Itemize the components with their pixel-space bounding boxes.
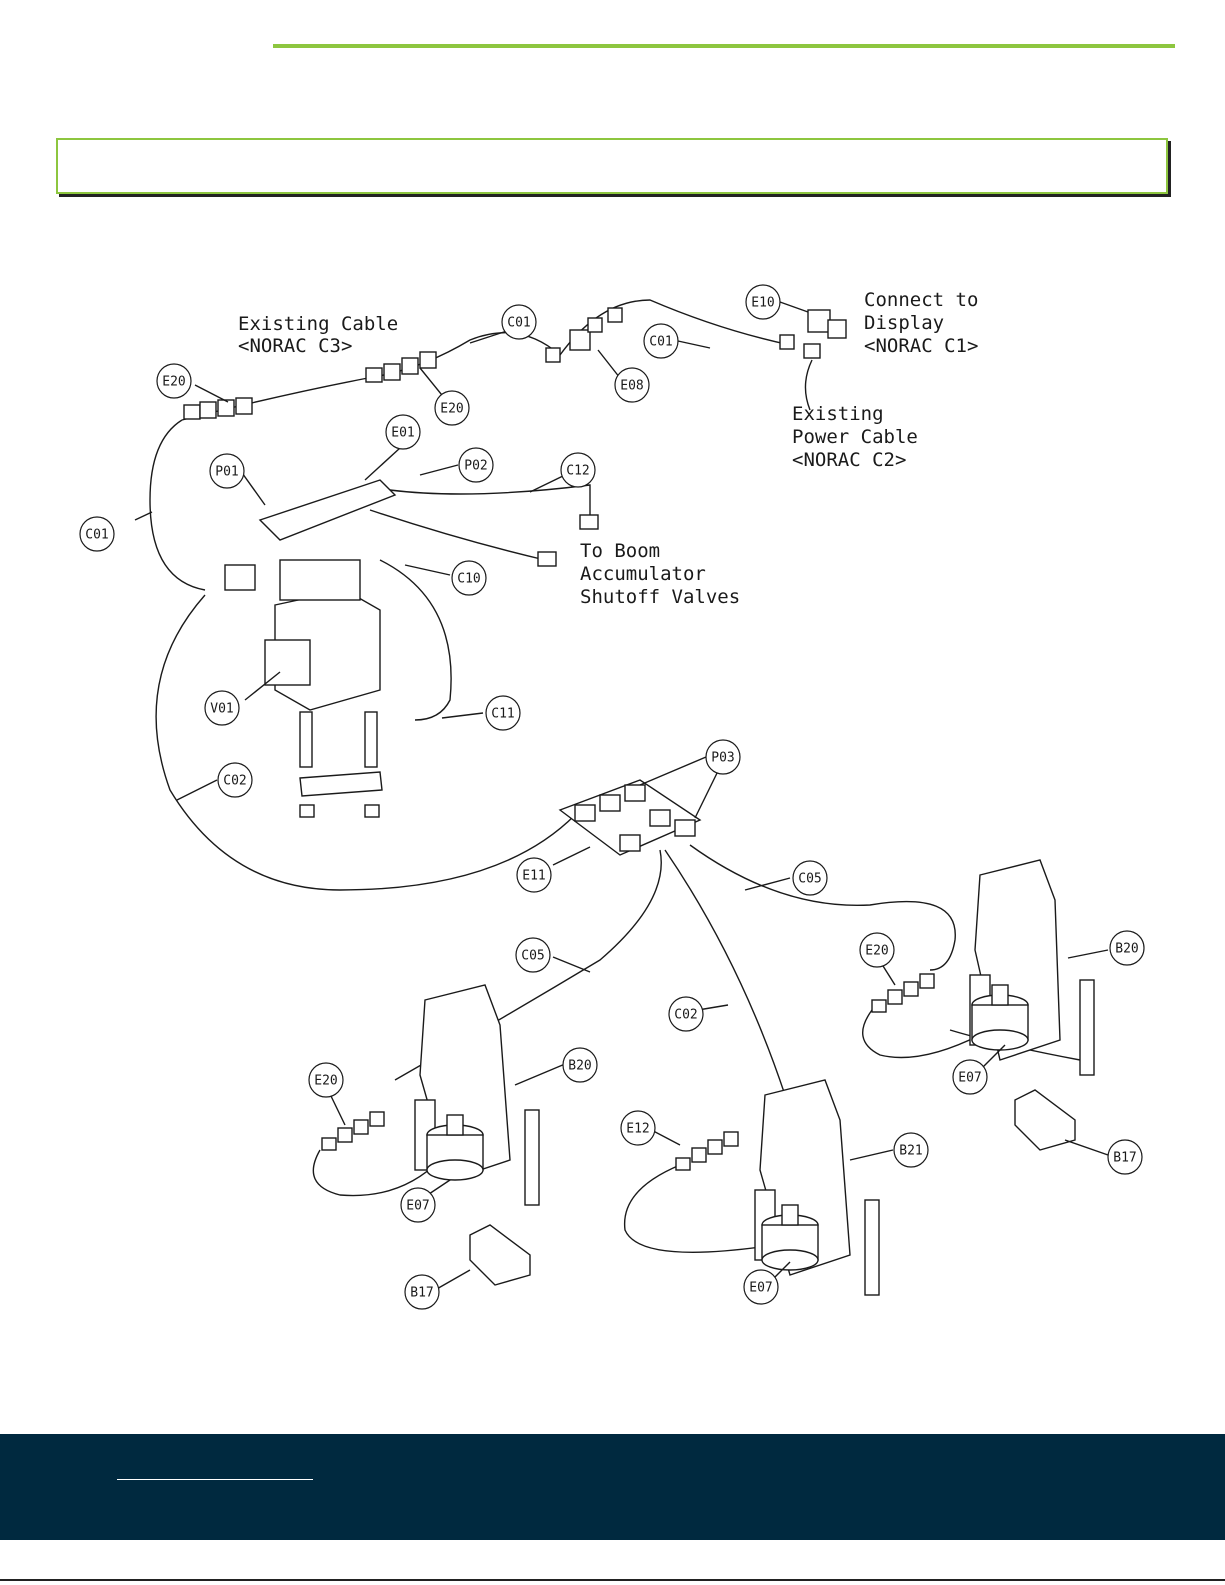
footer-band	[0, 1434, 1225, 1540]
callout-e12: E12	[626, 1121, 650, 1137]
cable-c02-mid	[665, 850, 785, 1095]
note-existing-power-3: <NORAC C2>	[792, 449, 907, 471]
callout-b21: B21	[899, 1143, 923, 1159]
callout-e11: E11	[522, 868, 546, 884]
valve-manifold-v01	[225, 480, 395, 710]
callout-b20-left: B20	[568, 1058, 592, 1074]
callout-e10: E10	[751, 295, 775, 311]
footer-link-underline	[117, 1479, 313, 1480]
callout-e20-left: E20	[314, 1073, 338, 1089]
callout-p01: P01	[215, 464, 239, 480]
note-to-boom-3: Shutoff Valves	[580, 586, 741, 608]
note-to-boom-1: To Boom	[580, 540, 661, 562]
callout-c01-top: C01	[507, 315, 531, 331]
callout-e08: E08	[620, 378, 644, 394]
note-connect-display-1: Connect to	[864, 289, 979, 311]
connector-c12-end	[580, 515, 598, 529]
note-connect-display-2: Display	[864, 312, 945, 334]
connector-to-boom-end	[538, 552, 556, 566]
cable-c12	[390, 485, 590, 520]
note-connect-display-3: <NORAC C1>	[864, 335, 979, 357]
callout-e01: E01	[391, 425, 415, 441]
callout-c01-left: C01	[85, 527, 109, 543]
connector-e20-top-left	[184, 398, 252, 419]
callout-b17-right: B17	[1113, 1150, 1137, 1166]
callout-c02-left: C02	[223, 773, 247, 789]
wiring-diagram	[0, 240, 1225, 1320]
callout-c12: C12	[566, 463, 590, 479]
cable-c05-right	[690, 845, 955, 970]
callout-c02-mid: C02	[674, 1007, 698, 1023]
mounting-studs	[300, 712, 382, 817]
connector-e20-right	[872, 974, 934, 1012]
note-to-boom-2: Accumulator	[580, 563, 706, 585]
callout-b20-right: B20	[1115, 941, 1139, 957]
bottom-rule	[0, 1579, 1225, 1581]
connector-e20-left	[322, 1112, 384, 1150]
note-existing-cable-1: Existing Cable	[238, 313, 399, 335]
callout-p02: P02	[464, 458, 488, 474]
note-existing-power-2: Power Cable	[792, 426, 918, 448]
connector-e20-top-mid	[366, 352, 436, 382]
callout-c05-left: C05	[521, 948, 545, 964]
callout-c10: C10	[457, 571, 481, 587]
cable-c10	[380, 560, 451, 720]
connector-e08	[546, 308, 622, 362]
callout-e20-top-left: E20	[162, 374, 186, 390]
callout-c05-right: C05	[798, 871, 822, 887]
header-accent-rule	[273, 44, 1175, 48]
title-box	[56, 138, 1168, 194]
callout-e20-right: E20	[865, 943, 889, 959]
cable-e12-loop	[625, 1165, 775, 1252]
connector-e12	[676, 1132, 738, 1170]
cable-c01-left	[150, 420, 205, 590]
callout-c11: C11	[491, 706, 515, 722]
bracket-b17-left	[470, 1225, 530, 1285]
note-existing-power-1: Existing	[792, 403, 884, 425]
callout-e07-left: E07	[406, 1198, 430, 1214]
callout-e07-right: E07	[958, 1070, 982, 1086]
callout-e20-top-mid: E20	[440, 401, 464, 417]
callout-b17-left: B17	[410, 1285, 434, 1301]
cable-to-boom	[370, 510, 545, 560]
connector-e10	[780, 310, 846, 358]
connector-p03-cluster	[560, 780, 700, 855]
callout-p03: P03	[711, 750, 735, 766]
note-existing-cable-2: <NORAC C3>	[238, 335, 353, 357]
callout-v01: V01	[210, 701, 234, 717]
callout-e07-mid: E07	[749, 1280, 773, 1296]
callout-c01-mid: C01	[649, 334, 673, 350]
